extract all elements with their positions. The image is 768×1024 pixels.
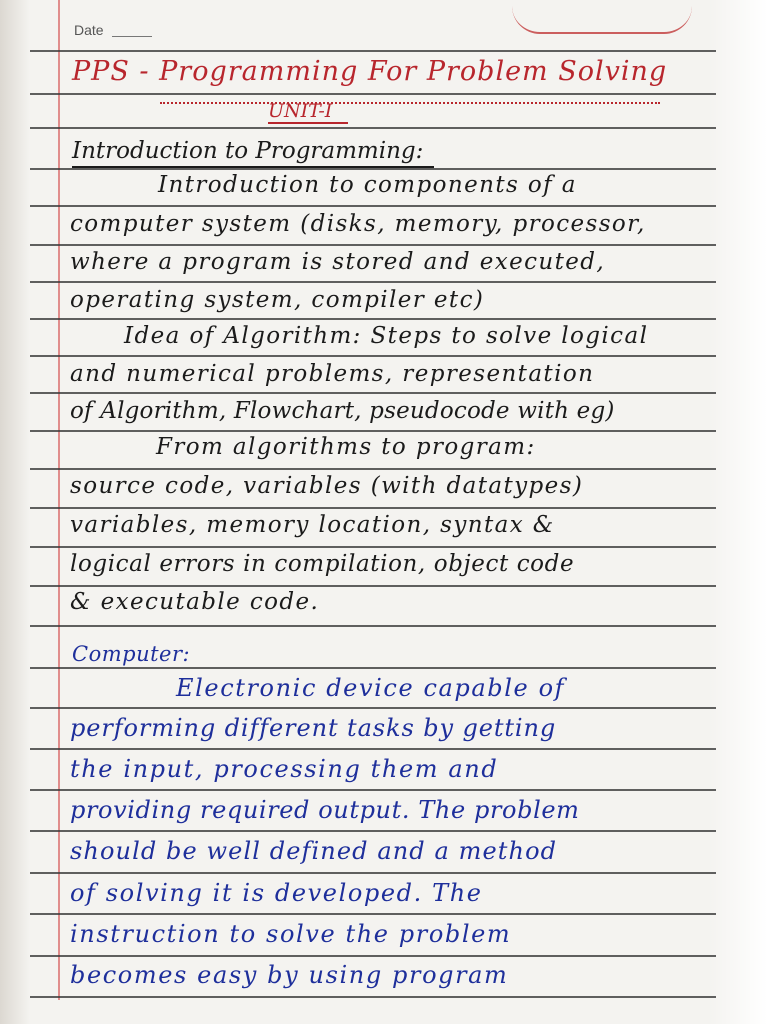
ruled-line xyxy=(30,93,716,95)
page-shadow-right xyxy=(708,0,768,1024)
ruled-line xyxy=(30,468,716,470)
note-line: Introduction to components of a xyxy=(158,172,577,198)
note-line: the input, processing them and xyxy=(70,755,499,783)
note-line: logical errors in compilation, object code xyxy=(70,551,575,577)
red-decorative-arc xyxy=(512,6,692,34)
ruled-line xyxy=(30,318,716,320)
ruled-line xyxy=(30,50,716,52)
note-line: & executable code. xyxy=(70,589,320,615)
note-line: performing different tasks by getting xyxy=(70,714,557,742)
date-label: Date xyxy=(74,22,104,38)
ruled-line xyxy=(30,585,716,587)
ruled-line xyxy=(30,830,716,832)
ruled-line xyxy=(30,281,716,283)
margin-line xyxy=(58,0,60,1000)
unit-label: UNIT-I xyxy=(268,100,333,122)
note-line: of Algorithm, Flowchart, pseudocode with eg) xyxy=(70,398,615,424)
ruled-line xyxy=(30,355,716,357)
ruled-line xyxy=(30,667,716,669)
ruled-line xyxy=(30,127,716,129)
ruled-line xyxy=(30,625,716,627)
ruled-line xyxy=(30,748,716,750)
note-line: becomes easy by using program xyxy=(70,961,509,989)
note-line: computer system (disks, memory, processor, xyxy=(70,211,646,237)
ruled-line xyxy=(30,392,716,394)
note-line: From algorithms to program: xyxy=(156,434,536,460)
note-line: and numerical problems, representation xyxy=(70,361,595,387)
ruled-line xyxy=(30,789,716,791)
ruled-line xyxy=(30,996,716,998)
note-line: of solving it is developed. The xyxy=(70,879,483,907)
ruled-line xyxy=(30,913,716,915)
ruled-line xyxy=(30,955,716,957)
ruled-line xyxy=(30,244,716,246)
section-heading: Introduction to Programming: xyxy=(72,138,424,164)
heading-underline xyxy=(72,166,434,168)
note-line: Idea of Algorithm: Steps to solve logical xyxy=(124,323,649,349)
note-line: providing required output. The problem xyxy=(70,796,580,824)
section-heading: Computer: xyxy=(72,642,191,666)
title-underline xyxy=(160,97,660,104)
ruled-line xyxy=(30,872,716,874)
unit-underline xyxy=(268,122,348,124)
page-shadow-left xyxy=(0,0,30,1024)
note-line: instruction to solve the problem xyxy=(70,920,512,948)
ruled-line xyxy=(30,507,716,509)
date-line xyxy=(112,36,152,37)
ruled-line xyxy=(30,430,716,432)
note-line: source code, variables (with datatypes) xyxy=(70,473,584,499)
note-line: Electronic device capable of xyxy=(176,674,566,702)
note-line: should be well defined and a method xyxy=(70,837,558,865)
page-title: PPS - Programming For Problem Solving xyxy=(72,56,668,87)
note-line: variables, memory location, syntax & xyxy=(70,512,555,538)
note-line: operating system, compiler etc) xyxy=(70,287,485,313)
note-line: where a program is stored and executed, xyxy=(70,249,606,275)
ruled-line xyxy=(30,707,716,709)
ruled-line xyxy=(30,546,716,548)
ruled-line xyxy=(30,205,716,207)
ruled-line xyxy=(30,168,716,170)
